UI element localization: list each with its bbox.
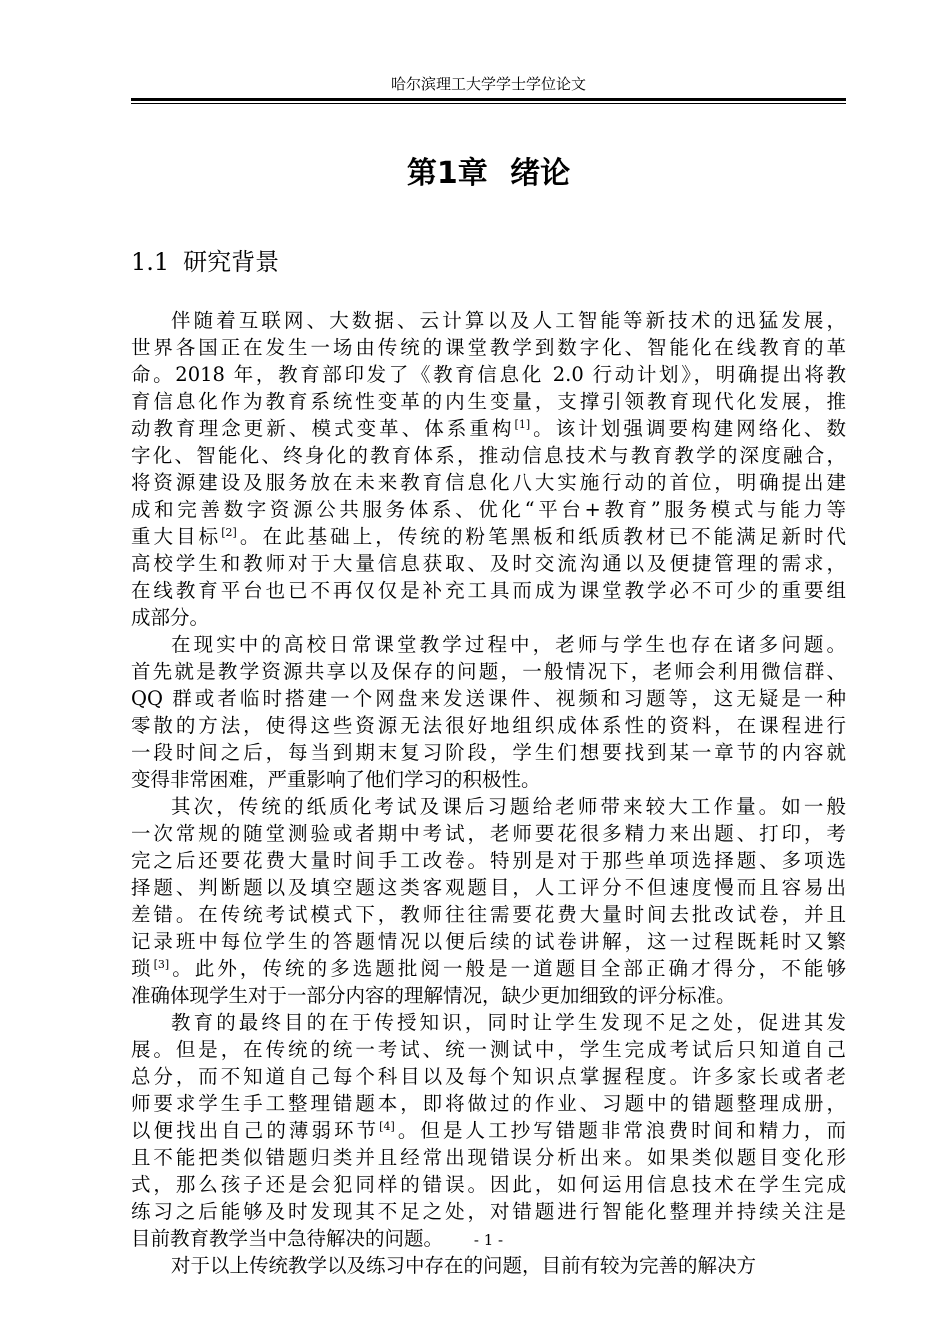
paragraph-line xyxy=(131,820,846,847)
paragraph-line xyxy=(131,1144,846,1171)
line-text: 首先就是教学资源共享以及保存的问题，一般情况下，老师会利用微信群、 xyxy=(131,660,846,683)
line-text: 变得非常困难，严重影响了他们学习的积极性。 xyxy=(131,768,541,791)
line-text: 成部分。 xyxy=(131,606,210,629)
line-text: 。该计划强调要构建网络化、数 xyxy=(530,417,846,440)
line-text: 教育的最终目的在于传授知识，同时让学生发现不足之处，促进其发 xyxy=(171,1011,846,1034)
page-number: - 1 - xyxy=(473,1231,504,1249)
paragraph-line xyxy=(131,469,846,496)
line-text: 师要求学生手工整理错题本，即将做过的作业、习题中的错题整理成册， xyxy=(131,1092,846,1115)
paragraph-line xyxy=(131,388,846,415)
paragraph-line xyxy=(131,1252,846,1279)
line-text: 展。但是，在传统的统一考试、统一测试中，学生完成考试后只知道自己 xyxy=(131,1038,846,1061)
paragraph-line xyxy=(131,739,846,766)
paragraph-line xyxy=(131,1036,846,1063)
section-title: 研究背景 xyxy=(183,248,280,276)
citation-marker: [1] xyxy=(514,418,531,431)
paragraph-line xyxy=(131,928,846,955)
paragraph-line xyxy=(131,361,846,388)
paragraph-line xyxy=(131,523,846,550)
line-text: 在现实中的高校日常课堂教学过程中，老师与学生也存在诸多问题。 xyxy=(171,633,846,656)
paragraph-line xyxy=(131,766,846,793)
line-text: 式，那么孩子还是会犯同样的错误。因此，如何运用信息技术在学生完成 xyxy=(131,1173,846,1196)
paragraph-line xyxy=(131,442,846,469)
paragraph-line xyxy=(131,604,846,631)
paragraph-line xyxy=(131,1063,846,1090)
paragraph-line xyxy=(131,577,846,604)
line-text: 差错。在传统考试模式下，教师往往需要花费大量时间去批改试卷，并且 xyxy=(131,903,846,926)
paragraph-line xyxy=(131,901,846,928)
paragraph-line xyxy=(131,496,846,523)
line-text: 动教育理念更新、模式变革、体系重构 xyxy=(131,417,515,440)
line-text: 总分，而不知道自己每个科目以及每个知识点掌握程度。许多家长或者老 xyxy=(131,1065,846,1088)
paragraph-line xyxy=(131,874,846,901)
paragraph-line xyxy=(131,1009,846,1036)
header-rule-thin xyxy=(131,103,846,104)
paragraph-line xyxy=(131,1090,846,1117)
paragraph-line xyxy=(131,1117,846,1144)
line-text: 在线教育平台也已不再仅仅是补充工具而成为课堂教学必不可少的重要组 xyxy=(131,579,846,602)
line-text: 世界各国正在发生一场由传统的课堂教学到数字化、智能化在线教育的革 xyxy=(131,336,846,359)
line-text: 目前教育教学当中急待解决的问题。 xyxy=(131,1227,444,1250)
line-text: 字化、智能化、终身化的教育体系，推动信息技术与教育教学的深度融合， xyxy=(131,444,846,467)
paragraph xyxy=(131,307,846,631)
citation-marker: [2] xyxy=(221,526,237,539)
line-text: 命。2018 年，教育部印发了《教育信息化 2.0 行动计划》，明确提出将教 xyxy=(131,363,846,386)
line-text: 伴随着互联网、大数据、云计算以及人工智能等新技术的迅猛发展， xyxy=(171,309,846,332)
paragraph-line xyxy=(131,307,846,334)
line-text: 其次，传统的纸质化考试及课后习题给老师带来较大工作量。如一般 xyxy=(171,795,846,818)
paragraph-line xyxy=(131,631,846,658)
line-text: 零散的方法，使得这些资源无法很好地组织成体系性的资料，在课程进行 xyxy=(131,714,846,737)
line-text: 将资源建设及服务放在未来教育信息化八大实施行动的首位，明确提出建 xyxy=(131,471,846,494)
paragraph-line xyxy=(131,658,846,685)
body-text xyxy=(131,307,846,1279)
paragraph-line xyxy=(131,793,846,820)
line-text: 完之后还要花费大量时间手工改卷。特别是对于那些单项选择题、多项选 xyxy=(131,849,846,872)
line-text: 择题、判断题以及填空题这类客观题目，人工评分不但速度慢而且容易出 xyxy=(131,876,846,899)
running-header: 哈尔滨理工大学学士学位论文 xyxy=(390,75,586,93)
line-text: 育信息化作为教育系统性变革的内生变量，支撑引领教育现代化发展，推 xyxy=(131,390,846,413)
paragraph xyxy=(131,631,846,793)
line-text: 且不能把类似错题归类并且经常出现错误分析出来。如果类似题目变化形 xyxy=(131,1146,846,1169)
paragraph-line xyxy=(131,1198,846,1225)
line-text: 。此外，传统的多选题批阅一般是一道题目全部正确才得分，不能够 xyxy=(169,957,846,980)
paragraph-line xyxy=(131,550,846,577)
citation-marker: [4] xyxy=(379,1120,395,1133)
line-text: 。但是人工抄写错题非常浪费时间和精力，而 xyxy=(394,1119,846,1142)
paragraph xyxy=(131,1009,846,1252)
line-text: 琐 xyxy=(131,957,154,980)
paragraph-line xyxy=(131,847,846,874)
section-heading xyxy=(131,244,279,280)
paragraph-line xyxy=(131,1171,846,1198)
line-text: 对于以上传统教学以及练习中存在的问题，目前有较为完善的解决方 xyxy=(171,1254,757,1277)
line-text: QQ 群或者临时搭建一个网盘来发送课件、视频和习题等，这无疑是一种 xyxy=(131,687,846,710)
chapter-title: 第1章 绪论 xyxy=(406,156,571,191)
line-text: 一段时间之后，每当到期末复习阶段，学生们想要找到某一章节的内容就 xyxy=(131,741,846,764)
paragraph-line xyxy=(131,415,846,442)
header-rule xyxy=(131,98,846,101)
paragraph xyxy=(131,793,846,1009)
line-text: 重大目标 xyxy=(131,525,222,548)
paragraph-line xyxy=(131,955,846,982)
section-number: 1.1 xyxy=(131,248,170,276)
paragraph-line xyxy=(131,685,846,712)
paragraph-line xyxy=(131,982,846,1009)
line-text: 以便找出自己的薄弱环节 xyxy=(131,1119,380,1142)
line-text: 高校学生和教师对于大量信息获取、及时交流沟通以及便捷管理的需求， xyxy=(131,552,846,575)
line-text: 练习之后能够及时发现其不足之处，对错题进行智能化整理并持续关注是 xyxy=(131,1200,846,1223)
line-text: 。在此基础上，传统的粉笔黑板和纸质教材已不能满足新时代 xyxy=(236,525,846,548)
line-text: 一次常规的随堂测验或者期中考试，老师要花很多精力来出题、打印，考 xyxy=(131,822,846,845)
line-text: 成和完善数字资源公共服务体系、优化“平台+教育”服务模式与能力等 xyxy=(131,498,846,521)
citation-marker: [3] xyxy=(153,958,170,971)
paragraph-line xyxy=(131,334,846,361)
paragraph xyxy=(131,1252,846,1279)
line-text: 准确体现学生对于一部分内容的理解情况，缺少更加细致的评分标准。 xyxy=(131,984,736,1007)
paragraph-line xyxy=(131,712,846,739)
line-text: 记录班中每位学生的答题情况以便后续的试卷讲解，这一过程既耗时又繁 xyxy=(131,930,846,953)
